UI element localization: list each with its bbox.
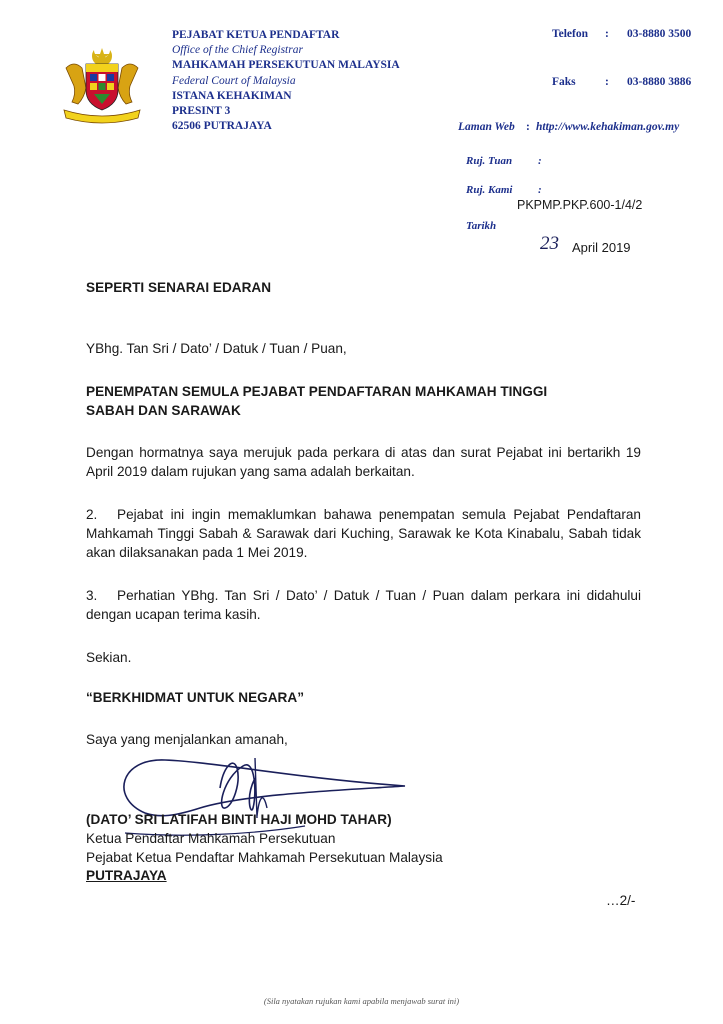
recipient-line: SEPERTI SENARAI EDARAN xyxy=(86,280,272,295)
tarikh-label: Tarikh xyxy=(466,220,497,232)
faks-label: Faks xyxy=(552,76,576,88)
paragraph-3-number: 3. xyxy=(86,588,98,603)
closing: Sekian. xyxy=(86,650,132,665)
signatory-title-2: Pejabat Ketua Pendaftar Mahkamah Persekutuan Malaysia xyxy=(86,850,443,865)
ruj-kami-colon: : xyxy=(538,184,542,196)
paragraph-3: Perhatian YBhg. Tan Sri / Dato’ / Datuk / Tuan / Puan dalam perkara ini didahului dengan ucapan terima kasih. xyxy=(86,588,641,622)
org-line-name-en: Office of the Chief Registrar xyxy=(172,44,303,57)
footer-note: (Sila nyatakan rujukan kami apabila menjawab surat ini) xyxy=(263,996,460,1006)
ruj-tuan-colon: : xyxy=(538,155,542,167)
ruj-kami-label: Ruj. Kami xyxy=(466,184,513,196)
subject-line-2: SABAH DAN SARAWAK xyxy=(86,403,241,418)
ruj-tuan-label: Ruj. Tuan xyxy=(466,155,513,167)
telefon-value: 03-8880 3500 xyxy=(627,28,692,40)
salutation: YBhg. Tan Sri / Dato’ / Datuk / Tuan / Puan, xyxy=(86,341,347,356)
org-line-name: PEJABAT KETUA PENDAFTAR xyxy=(172,29,340,41)
signatory-city: PUTRAJAYA xyxy=(86,868,167,883)
org-line-postcode: 62506 PUTRAJAYA xyxy=(172,120,272,133)
paragraph-2-number: 2. xyxy=(86,507,98,522)
org-line-court-en: Federal Court of Malaysia xyxy=(172,74,296,87)
web-url: http://www.kehakiman.gov.my xyxy=(536,121,680,133)
org-line-court: MAHKAMAH PERSEKUTUAN MALAYSIA xyxy=(172,59,400,72)
signatory-name: (DATO’ SRI LATIFAH BINTI HAJI MOHD TAHAR) xyxy=(86,812,392,827)
web-colon: : xyxy=(526,121,530,133)
telefon-colon: : xyxy=(605,28,609,40)
subject-line-1: PENEMPATAN SEMULA PEJABAT PENDAFTARAN MAHKAMAH TINGGI xyxy=(86,384,548,399)
ruj-kami-value: PKPMP.PKP.600-1/4/2 xyxy=(517,198,643,212)
tarikh-day-handwritten: 23 xyxy=(540,233,559,254)
paragraph-2: Pejabat ini ingin memaklumkan bahawa penempatan semula Pejabat Pendaftaran Mahkamah Tinggi Sabah & Sarawak dari Kuching, Sarawak ke Kota Kinabalu, Sabah tidak akan dilaksanakan pada 1 Mei 2019. xyxy=(86,507,641,560)
letterhead-organisation xyxy=(172,28,400,134)
web-label: Laman Web xyxy=(458,121,515,133)
malaysia-coat-of-arms-emblem xyxy=(60,46,144,126)
paragraph-1: Dengan hormatnya saya merujuk pada perkara di atas dan surat Pejabat ini bertarikh 19 April 2019 dalam rujukan yang sama adalah berkaitan. xyxy=(86,445,641,479)
motto: “BERKHIDMAT UNTUK NEGARA” xyxy=(86,690,304,705)
org-line-building: ISTANA KEHAKIMAN xyxy=(172,89,292,102)
signatory-title-1: Ketua Pendaftar Mahkamah Persekutuan xyxy=(86,831,336,846)
page-continuation: …2/- xyxy=(606,893,636,908)
org-line-precinct: PRESINT 3 xyxy=(172,105,231,118)
tarikh-month-year: April 2019 xyxy=(572,240,631,255)
telefon-label: Telefon xyxy=(552,28,588,40)
faks-value: 03-8880 3886 xyxy=(627,76,692,88)
trust-line: Saya yang menjalankan amanah, xyxy=(86,732,288,747)
faks-colon: : xyxy=(605,76,609,88)
